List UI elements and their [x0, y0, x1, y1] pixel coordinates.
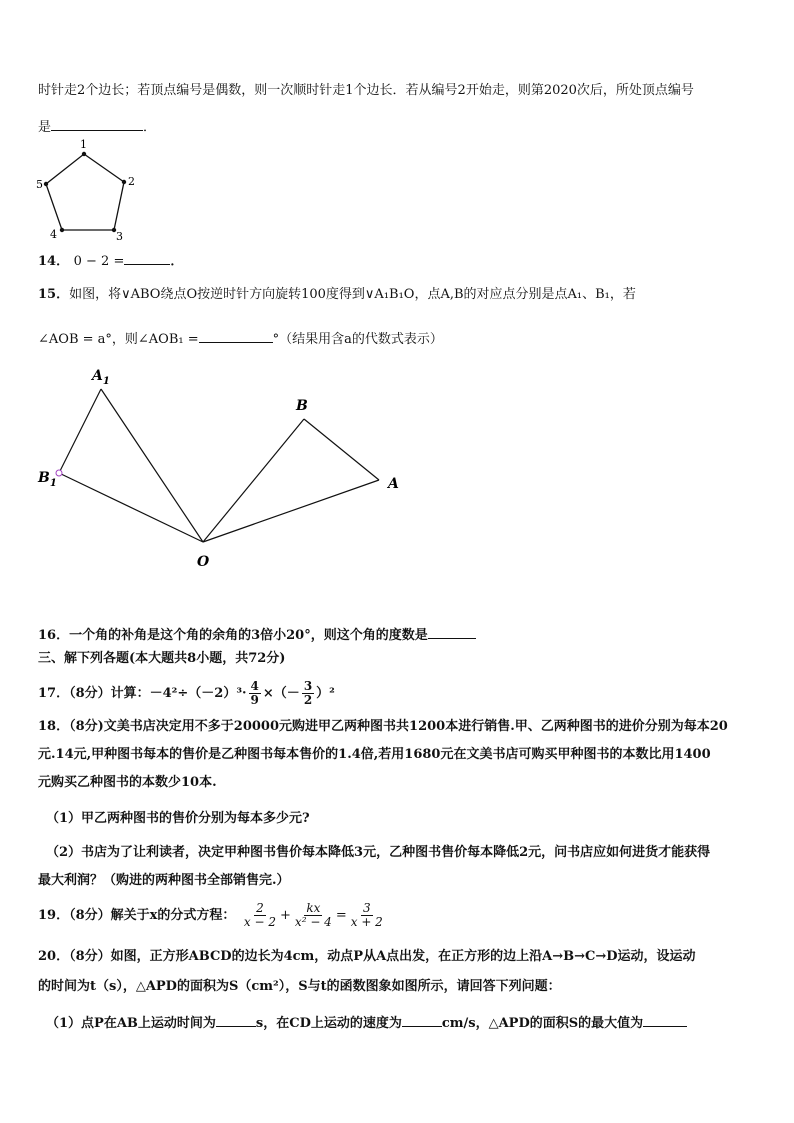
q20-line2: 的时间为t（s），△APD的面积为S（cm²），S与t的函数图象如图所示，请回答下列问题： [38, 979, 561, 994]
pentagon-label-3: 3 [116, 230, 123, 242]
label-o: O [197, 554, 210, 570]
q20-blank-max-area[interactable] [643, 1012, 687, 1027]
q19-equals: = [335, 908, 347, 923]
label-b: B [296, 398, 308, 414]
q17-expr-c: ）² [316, 686, 335, 701]
q13-prefix: 是 [38, 120, 52, 135]
label-a: A [388, 476, 399, 492]
q20-line1 [38, 948, 696, 966]
q19-fraction-1: $\frac{2}{x - 2}$ [243, 901, 277, 929]
label-b1: $B_1$ [38, 470, 57, 489]
pentagon-label-1: 1 [80, 138, 87, 151]
q18-text-1: （8分)文美书店决定用不多于20000元购进甲乙两种图书共1200本进行销售.甲、乙两种图书的进价分别为每本20 [69, 719, 728, 734]
q16-answer-blank[interactable] [428, 624, 476, 639]
q20-sub1-a: （1）点P在AB上运动时间为 [46, 1016, 216, 1031]
q13-suffix: ． [143, 120, 157, 135]
q19-plus: + [280, 908, 291, 923]
pentagon-label-2: 2 [128, 175, 135, 188]
q16 [38, 624, 476, 645]
q17 [38, 680, 335, 708]
q13-text-line1: 时针走2个边长；若顶点编号是偶数，则一次顺时针走1个边长．若从编号2开始走，则第2020次后，所处顶点编号 [38, 83, 694, 98]
q18-sub2-line1: （2）书店为了让利读者，决定甲种图书售价每本降低3元，乙种图书售价每本降低2元，问书店应如何进货才能获得 [46, 845, 711, 860]
q16-number: 16． [38, 628, 70, 643]
q14 [38, 250, 183, 271]
pentagon-label-5: 5 [36, 178, 43, 191]
q19 [38, 898, 387, 934]
q20-blank-time[interactable] [216, 1012, 256, 1027]
q19-number: 19． [38, 908, 70, 923]
q20-blank-speed[interactable] [402, 1012, 442, 1027]
q13-answer-blank[interactable] [51, 116, 143, 131]
rotation-figure [30, 362, 410, 577]
q20-sub1-c: cm/s，△APD的面积S的最大值为 [441, 1016, 644, 1031]
q17-expr-a: －4²÷（－2）³· [149, 686, 247, 701]
q15-text-a: ∠AOB = a°，则∠AOB₁ = [38, 332, 199, 347]
q18-line3: 元购买乙种图书的本数少10本. [38, 775, 217, 790]
q20-text-1: （8分）如图，正方形ABCD的边长为4cm，动点P从A点出发，在正方形的边上沿A→B→C→D运动，设运动 [69, 949, 696, 964]
pentagon-label-4: 4 [50, 228, 57, 241]
q20-sub1-b: s，在CD上运动的速度为 [255, 1016, 402, 1031]
q18-line1 [38, 718, 728, 736]
q13-text-line2 [38, 116, 156, 137]
q14-number: 14． [38, 254, 70, 269]
q14-answer-blank[interactable] [124, 250, 170, 265]
q15-answer-blank[interactable] [199, 328, 273, 343]
q15-line2 [38, 328, 443, 349]
q19-fraction-2: $\frac{kx}{\text{x² − 4}}$ [294, 901, 332, 929]
q17-expr-b: ×（－ [262, 686, 300, 701]
q17-prefix: （8分）计算： [69, 686, 150, 701]
q14-suffix: ． [170, 254, 184, 269]
q17-fraction-1: $\frac{4}{9}$ [250, 679, 259, 707]
q19-prefix: （8分）解关于x的分式方程： [69, 908, 236, 923]
q15-line1 [38, 286, 636, 304]
q20-sub1 [46, 1012, 687, 1033]
q18-sub2-line2: 最大利润？（购进的两种图书全部销售完.） [38, 873, 290, 888]
q17-fraction-2: $\frac{3}{2}$ [303, 679, 313, 707]
q18-number: 18． [38, 719, 70, 734]
label-a1: $A_1$ [92, 368, 110, 387]
q15-text: 如图，将∨ABO绕点O按逆时针方向旋转100度得到∨A₁B₁O，点A,B的对应点分别是点A₁、B₁，若 [69, 287, 636, 302]
q15-number: 15． [38, 287, 70, 302]
q14-expression: 0 − 2 = [73, 254, 125, 269]
section-3-title: 三、解下列各题(本大题共8小题，共72分) [38, 651, 286, 666]
pentagon-figure [30, 136, 140, 242]
q16-text: 一个角的补角是这个角的余角的3倍小20°，则这个角的度数是 [69, 628, 428, 643]
q18-line2: 元.14元,甲种图书每本的售价是乙种图书每本售价的1.4倍,若用1680元在文美书店可购买甲种图书的本数比用1400 [38, 747, 711, 762]
q15-text-b: °（结果用含a的代数式表示） [272, 332, 443, 347]
q20-number: 20． [38, 949, 70, 964]
q19-fraction-3: $\frac{3}{x + 2}$ [350, 901, 383, 929]
q17-number: 17． [38, 686, 70, 701]
q18-sub1: （1）甲乙两种图书的售价分别为每本多少元? [46, 811, 310, 826]
